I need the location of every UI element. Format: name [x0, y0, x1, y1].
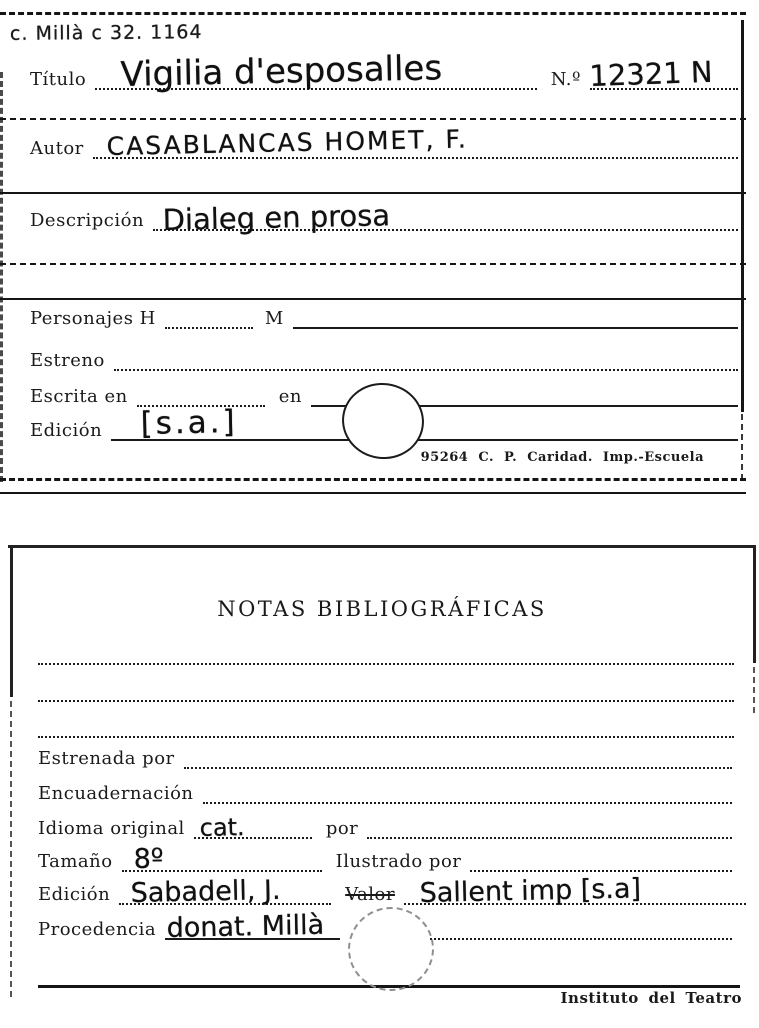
numero-label: N.º	[550, 69, 581, 90]
separator-line	[0, 263, 746, 265]
edicion-back-label: Edición	[38, 884, 111, 905]
autor-write-line	[93, 124, 738, 161]
card-front-bottom-border-broken	[0, 478, 746, 481]
procedencia-write-line	[165, 909, 340, 944]
card-back-right-border-dashed	[753, 667, 755, 713]
valor-write-line	[404, 873, 746, 909]
valor-value-handwritten: Sallent imp [s.a]	[419, 873, 642, 909]
numero-write-line	[588, 54, 738, 93]
edicion-back-value-handwritten: Sabadell, J.	[130, 874, 281, 909]
classification-code: c. Millà c 32. 1164	[9, 21, 203, 45]
procedencia-value-handwritten: donat. Millà	[166, 909, 325, 944]
estreno-label: Estreno	[30, 350, 105, 371]
card-back-left-border	[10, 547, 13, 697]
descripcion-label: Descripción	[30, 210, 145, 231]
procedencia-write-line-2	[430, 934, 732, 940]
ilustrado-por-label: Ilustrado por	[335, 851, 462, 872]
card-front-right-border-dashed	[741, 414, 743, 480]
card-back	[8, 545, 756, 1011]
personajes-m-write-line	[293, 323, 738, 329]
descripcion-value-handwritten: Dialeg en prosa	[162, 198, 391, 237]
en-label: en	[278, 386, 303, 407]
idioma-value-handwritten: cat.	[199, 813, 245, 842]
edicion-back-write-line	[119, 874, 331, 909]
titulo-value-handwritten: Vigilia d'esposalles	[120, 48, 443, 95]
valor-label: Valor	[345, 884, 395, 905]
encuadernacion-write-line	[203, 798, 732, 804]
tamano-label: Tamaño	[38, 851, 113, 872]
card-front	[0, 12, 746, 496]
field-tamano	[38, 838, 732, 875]
autor-label: Autor	[30, 138, 84, 159]
card-front-top-border	[0, 12, 746, 15]
titulo-write-line	[95, 48, 537, 95]
personajes-h-write-line	[165, 323, 253, 329]
estrenada-por-label: Estrenada por	[38, 748, 175, 769]
field-personajes	[30, 295, 738, 329]
descripcion-write-line	[153, 198, 738, 237]
card-front-right-border	[741, 20, 744, 412]
card-back-title: NOTAS BIBLIOGRÁFICAS	[217, 597, 547, 621]
note-write-line	[38, 663, 734, 665]
institution-footer: Instituto del Teatro	[560, 989, 742, 1007]
edicion-label: Edición	[30, 420, 103, 441]
escrita-en-label: Escrita en	[30, 386, 128, 407]
por-label: por	[325, 818, 359, 839]
encuadernacion-label: Encuadernación	[38, 783, 194, 804]
personajes-m-label: M	[264, 308, 284, 329]
field-estreno	[30, 337, 738, 371]
separator-line	[0, 192, 746, 194]
field-estrenada-por	[38, 735, 732, 769]
card-front-left-border	[0, 72, 3, 482]
field-descripcion	[30, 197, 738, 237]
field-autor	[30, 125, 738, 159]
titulo-label: Título	[30, 69, 87, 90]
estreno-write-line	[114, 365, 738, 371]
personajes-label: Personajes H	[30, 308, 156, 329]
procedencia-label: Procedencia	[38, 919, 157, 940]
printer-imprint: 95264 C. P. Caridad. Imp.-Escuela	[420, 450, 704, 465]
separator-line	[0, 118, 746, 120]
estrenada-por-write-line	[184, 763, 732, 769]
field-edicion-back	[38, 871, 746, 909]
field-idioma-original	[38, 805, 732, 842]
tamano-value-handwritten: 8º	[132, 843, 164, 875]
card-back-left-border-dashed	[10, 701, 12, 997]
edicion-write-line	[111, 403, 738, 442]
numero-value-handwritten: 12321 N	[588, 54, 714, 93]
note-write-line	[38, 700, 734, 702]
idioma-original-label: Idioma original	[38, 818, 185, 839]
field-titulo	[30, 48, 738, 95]
card-back-top-border	[8, 545, 756, 548]
card-front-bottom-border	[0, 492, 746, 494]
field-encuadernacion	[38, 770, 732, 804]
edicion-value-handwritten: [s.a.]	[140, 403, 239, 442]
autor-value-handwritten: CASABLANCAS HOMET, F.	[106, 124, 468, 161]
